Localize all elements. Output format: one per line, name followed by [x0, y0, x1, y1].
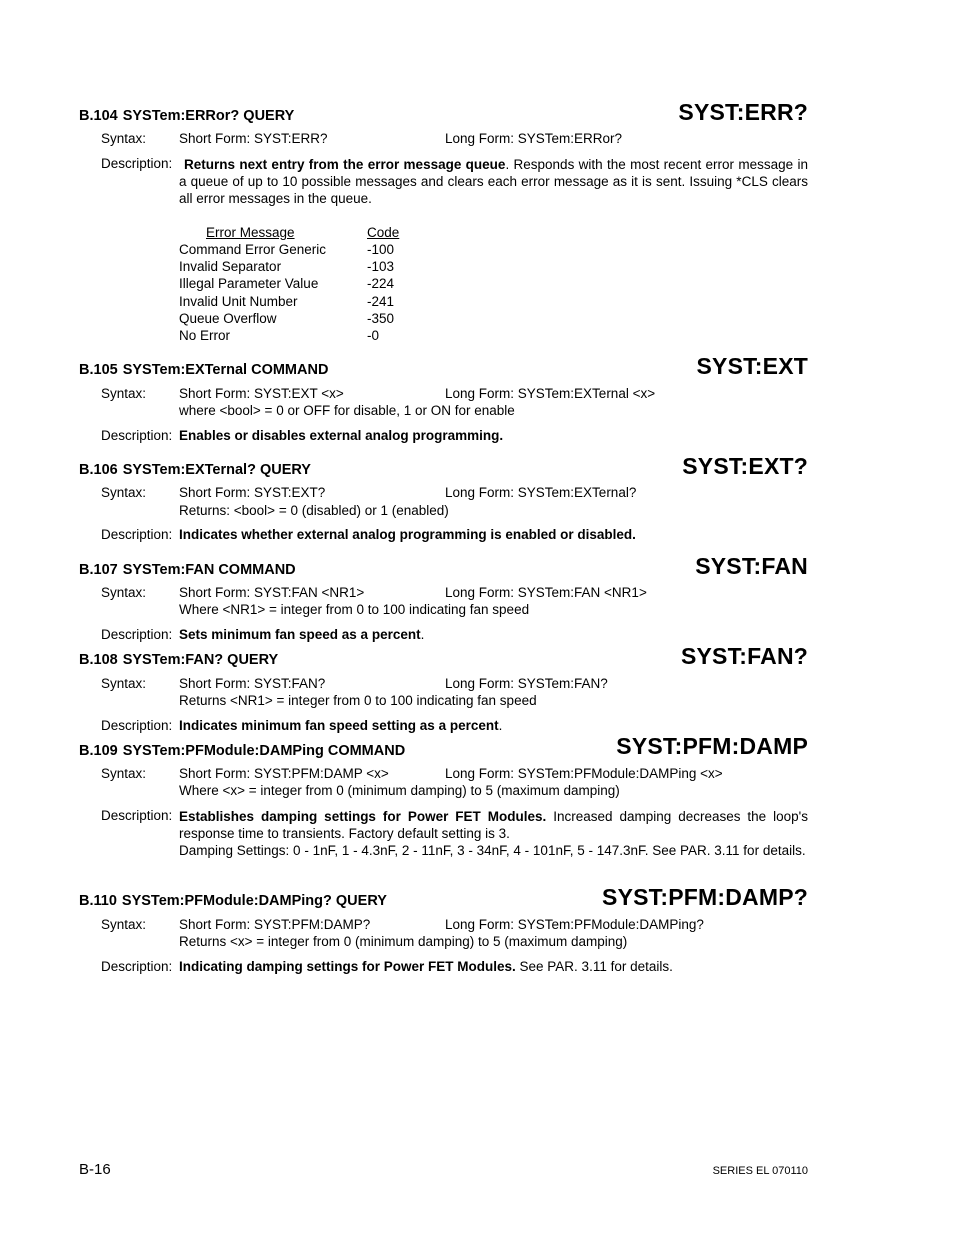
table-cell-code: -224: [367, 276, 395, 291]
long-form: Long Form: SYSTem:EXTernal?: [445, 485, 637, 500]
syntax-note: where <bool> = 0 or OFF for disable, 1 or ON for enable: [179, 403, 515, 418]
section-title: SYSTem:PFModule:DAMPing? QUERY: [121, 893, 387, 909]
description-text: [179, 808, 808, 842]
table-cell-message: Illegal Parameter Value: [179, 276, 319, 291]
syntax-note: Where <x> = integer from 0 (minimum damping) to 5 (maximum damping): [179, 783, 620, 798]
syntax-label: Syntax:: [101, 131, 147, 146]
command-mnemonic: SYST:PFM:DAMP: [616, 733, 808, 759]
description-text: [179, 627, 424, 642]
section-heading: [79, 743, 405, 759]
section-heading: [79, 108, 294, 124]
short-form: Short Form: SYST:EXT <x>: [179, 386, 344, 401]
description-rest: .: [420, 627, 425, 642]
description-rest: .: [498, 718, 503, 733]
description-rest: . Responds with the most recent error message in a queue of up to 10 possible messages and clears each error message as it is sent. Issuing *CLS clears all error messages in the queue.: [179, 157, 808, 207]
table-cell-message: Invalid Separator: [179, 259, 282, 274]
command-mnemonic: SYST:PFM:DAMP?: [602, 884, 808, 910]
short-form: Short Form: SYST:EXT?: [179, 485, 326, 500]
long-form: Long Form: SYSTem:PFModule:DAMPing?: [445, 917, 704, 932]
section-number: B.105: [79, 362, 118, 378]
table-cell-message: Command Error Generic: [179, 242, 327, 257]
description-bold: Returns next entry from the error message queue: [184, 157, 506, 172]
description-bold: Indicates whether external analog programming is enabled or disabled.: [179, 527, 636, 542]
section-number: B.109: [79, 743, 118, 759]
section-number: B.110: [79, 893, 117, 909]
description-label: Description:: [101, 718, 173, 733]
short-form: Short Form: SYST:FAN?: [179, 676, 326, 691]
table-cell-code: -100: [367, 242, 395, 257]
syntax-label: Syntax:: [101, 766, 147, 781]
syntax-label: Syntax:: [101, 485, 147, 500]
long-form: Long Form: SYSTem:ERRor?: [445, 131, 623, 146]
short-form: Short Form: SYST:PFM:DAMP <x>: [179, 766, 389, 781]
syntax-label: Syntax:: [101, 917, 147, 932]
section-number: B.104: [79, 108, 118, 124]
section-title: SYSTem:FAN? QUERY: [122, 652, 279, 668]
short-form: Short Form: SYST:PFM:DAMP?: [179, 917, 371, 932]
document-id: SERIES EL 070110: [712, 1165, 808, 1177]
description-label: Description:: [101, 428, 173, 443]
description-label: Description:: [101, 627, 173, 642]
description-bold: Indicates minimum fan speed setting as a percent: [179, 718, 499, 733]
description-bold: Indicating damping settings for Power FET Modules.: [179, 959, 516, 974]
command-mnemonic: SYST:EXT: [696, 353, 808, 379]
section-heading: [79, 462, 311, 478]
description-label: Description:: [101, 527, 173, 542]
long-form: Long Form: SYSTem:EXTernal <x>: [445, 386, 656, 401]
syntax-label: Syntax:: [101, 585, 147, 600]
table-header-message: [152, 225, 295, 240]
short-form: Short Form: SYST:FAN <NR1>: [179, 585, 365, 600]
description-extra: Damping Settings: 0 - 1nF, 1 - 4.3nF, 2 - 11nF, 3 - 34nF, 4 - 101nF, 5 - 147.3nF. See PAR. 3.11 for details.: [179, 843, 806, 858]
syntax-note: Where <NR1> = integer from 0 to 100 indicating fan speed: [179, 602, 530, 617]
command-mnemonic: SYST:EXT?: [682, 453, 808, 479]
section-number: B.108: [79, 652, 118, 668]
command-mnemonic: SYST:FAN?: [680, 643, 808, 669]
section-title: SYSTem:ERRor? QUERY: [122, 108, 295, 124]
long-form: Long Form: SYSTem:PFModule:DAMPing <x>: [445, 766, 723, 781]
syntax-note: Returns <NR1> = integer from 0 to 100 indicating fan speed: [179, 693, 537, 708]
page-number: B-16: [79, 1161, 111, 1178]
syntax-label: Syntax:: [101, 386, 147, 401]
command-mnemonic: SYST:FAN: [695, 553, 808, 579]
description-label: Description:: [101, 808, 173, 823]
syntax-note: Returns: <bool> = 0 (disabled) or 1 (enabled): [179, 503, 449, 518]
section-title: SYSTem:EXTernal COMMAND: [122, 362, 329, 378]
syntax-label: Syntax:: [101, 676, 147, 691]
section-title: SYSTem:PFModule:DAMPing COMMAND: [122, 743, 406, 759]
table-cell-code: -0: [367, 328, 380, 343]
description-label: Description:: [101, 959, 173, 974]
section-heading: [79, 652, 278, 668]
command-mnemonic: SYST:ERR?: [678, 99, 808, 125]
syntax-note: Returns <x> = integer from 0 (minimum damping) to 5 (maximum damping): [179, 934, 628, 949]
short-form: Short Form: SYST:ERR?: [179, 131, 328, 146]
section-number: B.106: [79, 462, 118, 478]
long-form: Long Form: SYSTem:FAN?: [445, 676, 608, 691]
description-bold: Establishes damping settings for Power FET Modules.: [179, 809, 547, 824]
table-cell-message: No Error: [179, 328, 231, 343]
description-text: [179, 959, 673, 974]
table-cell-code: -241: [367, 294, 395, 309]
table-cell-message: Queue Overflow: [179, 311, 277, 326]
description-text: [179, 156, 808, 208]
section-heading: [79, 562, 296, 578]
description-bold: Sets minimum fan speed as a percent: [179, 627, 421, 642]
description-text: [179, 718, 502, 733]
description-label: Description:: [101, 156, 173, 171]
description-rest: See PAR. 3.11 for details.: [515, 959, 673, 974]
section-title: SYSTem:EXTernal? QUERY: [122, 462, 311, 478]
table-cell-code: -103: [367, 259, 395, 274]
section-number: B.107: [79, 562, 118, 578]
description-rest: Increased damping decreases the loop's response time to transients. Factory default setting is 3.: [179, 809, 808, 842]
section-title: SYSTem:FAN COMMAND: [122, 562, 296, 578]
section-heading: [79, 893, 387, 909]
section-heading: [79, 362, 328, 378]
table-header-message-text: Error Message: [206, 225, 295, 240]
table-header-code: Code: [367, 225, 400, 240]
description-bold: Enables or disables external analog programming.: [179, 428, 504, 443]
table-cell-code: -350: [367, 311, 395, 326]
long-form: Long Form: SYSTem:FAN <NR1>: [445, 585, 647, 600]
table-cell-message: Invalid Unit Number: [179, 294, 298, 309]
